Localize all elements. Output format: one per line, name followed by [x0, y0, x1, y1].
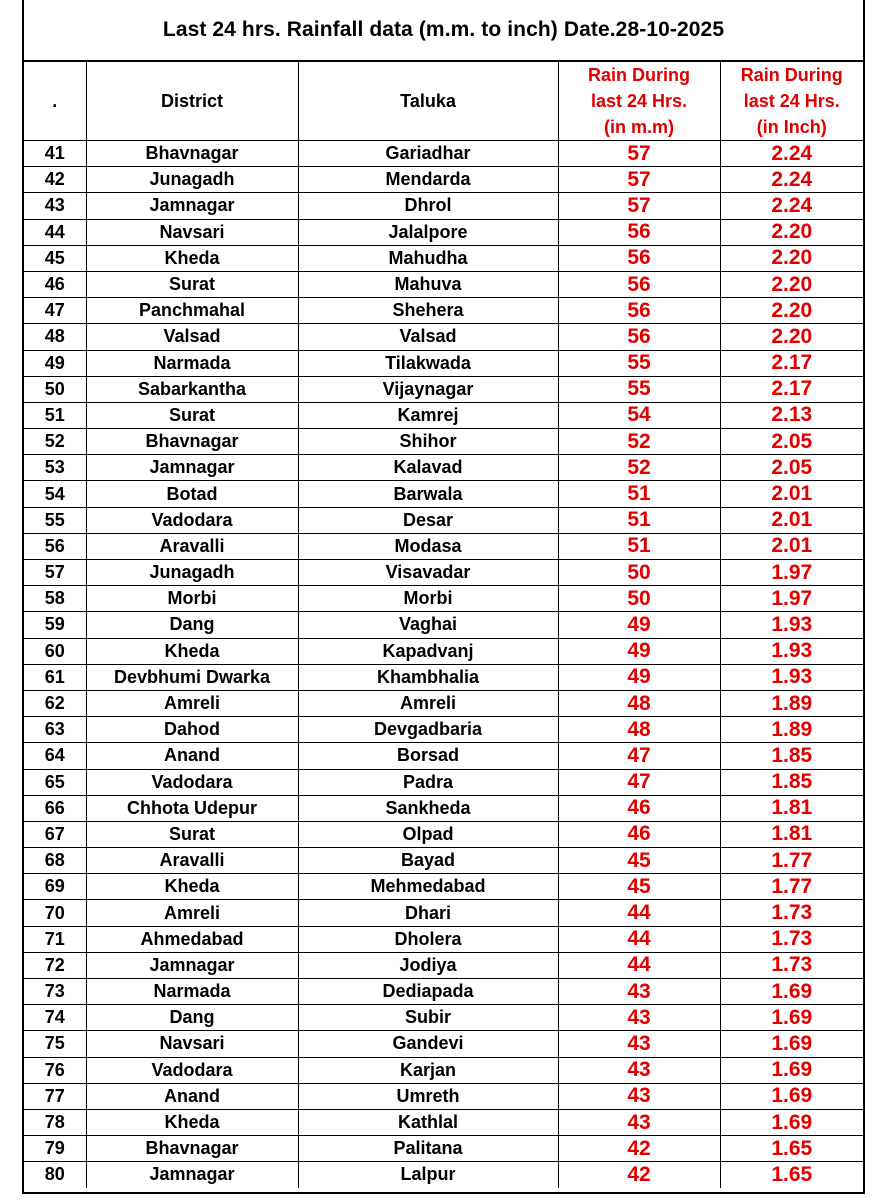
cell-rain-mm: 55: [558, 376, 720, 402]
cell-taluka: Devgadbaria: [298, 717, 558, 743]
cell-district: Sabarkantha: [86, 376, 298, 402]
cell-sr: 72: [24, 952, 86, 978]
cell-rain-mm: 45: [558, 874, 720, 900]
cell-rain-inch: 1.69: [720, 1005, 863, 1031]
cell-rain-inch: 1.77: [720, 848, 863, 874]
table-row: [24, 350, 863, 376]
cell-district: Chhota Udepur: [86, 795, 298, 821]
table-row: [24, 429, 863, 455]
table-row: [24, 376, 863, 402]
cell-sr: 55: [24, 507, 86, 533]
cell-district: Junagadh: [86, 560, 298, 586]
cell-rain-mm: 43: [558, 1083, 720, 1109]
cell-district: Devbhumi Dwarka: [86, 664, 298, 690]
header-sr: .: [24, 62, 86, 141]
cell-sr: 64: [24, 743, 86, 769]
cell-taluka: Vijaynagar: [298, 376, 558, 402]
table-row: [24, 690, 863, 716]
cell-rain-inch: 2.20: [720, 219, 863, 245]
table-row: [24, 769, 863, 795]
cell-rain-mm: 46: [558, 821, 720, 847]
cell-rain-inch: 2.05: [720, 455, 863, 481]
cell-district: Botad: [86, 481, 298, 507]
header-rain-inch-line3: (in Inch): [756, 117, 827, 137]
cell-sr: 54: [24, 481, 86, 507]
table-row: [24, 1083, 863, 1109]
cell-district: Jamnagar: [86, 193, 298, 219]
cell-sr: 48: [24, 324, 86, 350]
cell-rain-inch: 1.85: [720, 743, 863, 769]
cell-taluka: Kapadvanj: [298, 638, 558, 664]
header-taluka: Taluka: [298, 62, 558, 141]
cell-district: Kheda: [86, 638, 298, 664]
cell-rain-mm: 48: [558, 690, 720, 716]
cell-rain-mm: 43: [558, 1031, 720, 1057]
cell-rain-mm: 57: [558, 141, 720, 167]
cell-sr: 52: [24, 429, 86, 455]
table-row: [24, 952, 863, 978]
cell-sr: 44: [24, 219, 86, 245]
cell-rain-inch: 2.01: [720, 481, 863, 507]
cell-sr: 65: [24, 769, 86, 795]
cell-rain-mm: 51: [558, 481, 720, 507]
table-row: [24, 717, 863, 743]
table-row: [24, 1005, 863, 1031]
cell-taluka: Gariadhar: [298, 141, 558, 167]
cell-rain-mm: 49: [558, 612, 720, 638]
table-row: [24, 1162, 863, 1188]
cell-sr: 60: [24, 638, 86, 664]
table-row: [24, 586, 863, 612]
rainfall-sheet: [22, 0, 865, 1194]
cell-sr: 41: [24, 141, 86, 167]
cell-taluka: Shehera: [298, 298, 558, 324]
cell-rain-inch: 2.01: [720, 507, 863, 533]
table-row: [24, 848, 863, 874]
cell-sr: 61: [24, 664, 86, 690]
cell-district: Jamnagar: [86, 455, 298, 481]
cell-taluka: Mahuva: [298, 271, 558, 297]
cell-district: Amreli: [86, 690, 298, 716]
cell-rain-inch: 1.69: [720, 1083, 863, 1109]
cell-sr: 73: [24, 979, 86, 1005]
table-row: [24, 455, 863, 481]
cell-rain-mm: 45: [558, 848, 720, 874]
cell-rain-mm: 44: [558, 900, 720, 926]
cell-rain-inch: 2.20: [720, 324, 863, 350]
cell-taluka: Mehmedabad: [298, 874, 558, 900]
cell-sr: 42: [24, 167, 86, 193]
cell-taluka: Desar: [298, 507, 558, 533]
cell-rain-inch: 1.65: [720, 1136, 863, 1162]
cell-taluka: Bayad: [298, 848, 558, 874]
cell-district: Narmada: [86, 350, 298, 376]
table-row: [24, 324, 863, 350]
table-row: [24, 926, 863, 952]
cell-rain-mm: 49: [558, 638, 720, 664]
table-row: [24, 1057, 863, 1083]
cell-taluka: Mendarda: [298, 167, 558, 193]
cell-rain-inch: 2.05: [720, 429, 863, 455]
table-row: [24, 1109, 863, 1135]
cell-taluka: Borsad: [298, 743, 558, 769]
table-row: [24, 533, 863, 559]
cell-taluka: Valsad: [298, 324, 558, 350]
cell-rain-mm: 49: [558, 664, 720, 690]
cell-taluka: Lalpur: [298, 1162, 558, 1188]
cell-sr: 77: [24, 1083, 86, 1109]
cell-district: Navsari: [86, 219, 298, 245]
cell-district: Bhavnagar: [86, 141, 298, 167]
cell-rain-mm: 56: [558, 298, 720, 324]
table-row: [24, 507, 863, 533]
cell-sr: 76: [24, 1057, 86, 1083]
cell-rain-mm: 43: [558, 1005, 720, 1031]
cell-district: Dang: [86, 1005, 298, 1031]
cell-district: Navsari: [86, 1031, 298, 1057]
cell-sr: 69: [24, 874, 86, 900]
table-row: [24, 481, 863, 507]
cell-district: Jamnagar: [86, 952, 298, 978]
header-rain-mm-line1: Rain During: [588, 65, 690, 85]
cell-district: Morbi: [86, 586, 298, 612]
cell-rain-inch: 2.01: [720, 533, 863, 559]
cell-rain-mm: 55: [558, 350, 720, 376]
cell-rain-inch: 1.93: [720, 664, 863, 690]
cell-rain-mm: 42: [558, 1162, 720, 1188]
cell-sr: 45: [24, 245, 86, 271]
cell-sr: 56: [24, 533, 86, 559]
cell-sr: 62: [24, 690, 86, 716]
cell-sr: 46: [24, 271, 86, 297]
cell-rain-inch: 1.73: [720, 952, 863, 978]
cell-sr: 51: [24, 402, 86, 428]
cell-district: Surat: [86, 821, 298, 847]
cell-rain-inch: 1.69: [720, 1031, 863, 1057]
cell-rain-mm: 42: [558, 1136, 720, 1162]
cell-rain-inch: 1.65: [720, 1162, 863, 1188]
cell-rain-mm: 52: [558, 429, 720, 455]
cell-rain-inch: 2.24: [720, 141, 863, 167]
cell-taluka: Dholera: [298, 926, 558, 952]
cell-rain-inch: 1.93: [720, 638, 863, 664]
cell-rain-mm: 54: [558, 402, 720, 428]
cell-rain-mm: 56: [558, 219, 720, 245]
cell-rain-inch: 1.89: [720, 717, 863, 743]
cell-rain-mm: 43: [558, 979, 720, 1005]
cell-rain-mm: 56: [558, 324, 720, 350]
cell-district: Dang: [86, 612, 298, 638]
cell-taluka: Gandevi: [298, 1031, 558, 1057]
cell-rain-inch: 1.81: [720, 821, 863, 847]
cell-rain-inch: 2.24: [720, 167, 863, 193]
cell-district: Narmada: [86, 979, 298, 1005]
cell-taluka: Palitana: [298, 1136, 558, 1162]
cell-rain-mm: 43: [558, 1057, 720, 1083]
cell-rain-inch: 2.20: [720, 245, 863, 271]
table-row: [24, 979, 863, 1005]
cell-taluka: Dediapada: [298, 979, 558, 1005]
cell-district: Kheda: [86, 1109, 298, 1135]
cell-district: Junagadh: [86, 167, 298, 193]
cell-rain-inch: 1.69: [720, 1057, 863, 1083]
cell-sr: 57: [24, 560, 86, 586]
cell-rain-inch: 1.69: [720, 1109, 863, 1135]
table-row: [24, 821, 863, 847]
cell-sr: 75: [24, 1031, 86, 1057]
cell-rain-mm: 51: [558, 533, 720, 559]
cell-sr: 53: [24, 455, 86, 481]
cell-district: Amreli: [86, 900, 298, 926]
cell-district: Dahod: [86, 717, 298, 743]
cell-district: Valsad: [86, 324, 298, 350]
cell-rain-inch: 2.24: [720, 193, 863, 219]
cell-taluka: Morbi: [298, 586, 558, 612]
cell-district: Jamnagar: [86, 1162, 298, 1188]
table-row: [24, 141, 863, 167]
header-rain-inch-line1: Rain During: [740, 65, 843, 85]
cell-district: Kheda: [86, 245, 298, 271]
cell-taluka: Mahudha: [298, 245, 558, 271]
cell-rain-mm: 50: [558, 560, 720, 586]
cell-sr: 43: [24, 193, 86, 219]
cell-taluka: Tilakwada: [298, 350, 558, 376]
cell-taluka: Amreli: [298, 690, 558, 716]
cell-district: Vadodara: [86, 769, 298, 795]
cell-rain-mm: 44: [558, 952, 720, 978]
table-row: [24, 1031, 863, 1057]
cell-sr: 68: [24, 848, 86, 874]
table-row: [24, 245, 863, 271]
cell-rain-mm: 50: [558, 586, 720, 612]
table-row: [24, 874, 863, 900]
cell-district: Bhavnagar: [86, 429, 298, 455]
table-row: [24, 193, 863, 219]
header-rain-mm-line3: (in m.m): [604, 117, 674, 137]
cell-sr: 59: [24, 612, 86, 638]
cell-district: Vadodara: [86, 1057, 298, 1083]
cell-taluka: Subir: [298, 1005, 558, 1031]
cell-taluka: Dhari: [298, 900, 558, 926]
table-row: [24, 271, 863, 297]
sheet-title: Last 24 hrs. Rainfall data (m.m. to inch) Date.28-10-2025: [24, 0, 863, 62]
cell-rain-inch: 1.69: [720, 979, 863, 1005]
cell-rain-inch: 1.93: [720, 612, 863, 638]
cell-district: Bhavnagar: [86, 1136, 298, 1162]
cell-taluka: Kathlal: [298, 1109, 558, 1135]
cell-taluka: Sankheda: [298, 795, 558, 821]
table-row: [24, 219, 863, 245]
cell-rain-mm: 57: [558, 193, 720, 219]
cell-taluka: Umreth: [298, 1083, 558, 1109]
table-row: [24, 560, 863, 586]
cell-rain-inch: 1.73: [720, 900, 863, 926]
cell-rain-mm: 57: [558, 167, 720, 193]
cell-rain-mm: 56: [558, 271, 720, 297]
cell-rain-inch: 1.97: [720, 560, 863, 586]
cell-district: Ahmedabad: [86, 926, 298, 952]
rainfall-table: [24, 62, 863, 1188]
cell-rain-mm: 43: [558, 1109, 720, 1135]
cell-rain-inch: 1.97: [720, 586, 863, 612]
table-row: [24, 612, 863, 638]
cell-district: Vadodara: [86, 507, 298, 533]
table-row: [24, 638, 863, 664]
cell-rain-inch: 2.13: [720, 402, 863, 428]
cell-district: Anand: [86, 1083, 298, 1109]
cell-sr: 58: [24, 586, 86, 612]
cell-sr: 70: [24, 900, 86, 926]
table-row: [24, 664, 863, 690]
header-district: District: [86, 62, 298, 141]
cell-rain-inch: 1.85: [720, 769, 863, 795]
cell-sr: 67: [24, 821, 86, 847]
cell-sr: 79: [24, 1136, 86, 1162]
header-rain-inch: [720, 62, 863, 141]
cell-sr: 80: [24, 1162, 86, 1188]
cell-taluka: Visavadar: [298, 560, 558, 586]
cell-district: Surat: [86, 402, 298, 428]
cell-sr: 71: [24, 926, 86, 952]
cell-rain-inch: 1.81: [720, 795, 863, 821]
cell-rain-mm: 56: [558, 245, 720, 271]
cell-rain-mm: 52: [558, 455, 720, 481]
cell-rain-inch: 2.17: [720, 376, 863, 402]
cell-taluka: Karjan: [298, 1057, 558, 1083]
cell-taluka: Shihor: [298, 429, 558, 455]
cell-sr: 63: [24, 717, 86, 743]
cell-rain-mm: 46: [558, 795, 720, 821]
cell-taluka: Modasa: [298, 533, 558, 559]
cell-taluka: Kamrej: [298, 402, 558, 428]
cell-district: Kheda: [86, 874, 298, 900]
cell-rain-inch: 2.17: [720, 350, 863, 376]
table-row: [24, 795, 863, 821]
cell-sr: 47: [24, 298, 86, 324]
cell-taluka: Kalavad: [298, 455, 558, 481]
header-rain-mm: [558, 62, 720, 141]
cell-taluka: Padra: [298, 769, 558, 795]
cell-district: Aravalli: [86, 533, 298, 559]
cell-rain-inch: 1.73: [720, 926, 863, 952]
table-row: [24, 298, 863, 324]
cell-rain-mm: 47: [558, 769, 720, 795]
cell-rain-inch: 2.20: [720, 271, 863, 297]
cell-sr: 78: [24, 1109, 86, 1135]
table-body: [24, 141, 863, 1188]
cell-rain-mm: 48: [558, 717, 720, 743]
cell-rain-inch: 1.89: [720, 690, 863, 716]
cell-taluka: Jalalpore: [298, 219, 558, 245]
cell-sr: 49: [24, 350, 86, 376]
header-row: [24, 62, 863, 141]
cell-rain-mm: 44: [558, 926, 720, 952]
table-row: [24, 402, 863, 428]
header-rain-inch-line2: last 24 Hrs.: [743, 91, 840, 111]
table-row: [24, 900, 863, 926]
cell-rain-inch: 2.20: [720, 298, 863, 324]
cell-sr: 74: [24, 1005, 86, 1031]
cell-taluka: Dhrol: [298, 193, 558, 219]
cell-taluka: Jodiya: [298, 952, 558, 978]
cell-district: Panchmahal: [86, 298, 298, 324]
cell-district: Anand: [86, 743, 298, 769]
cell-rain-mm: 47: [558, 743, 720, 769]
table-row: [24, 167, 863, 193]
table-row: [24, 1136, 863, 1162]
cell-taluka: Barwala: [298, 481, 558, 507]
cell-district: Aravalli: [86, 848, 298, 874]
cell-taluka: Olpad: [298, 821, 558, 847]
table-row: [24, 743, 863, 769]
cell-district: Surat: [86, 271, 298, 297]
cell-taluka: Khambhalia: [298, 664, 558, 690]
cell-taluka: Vaghai: [298, 612, 558, 638]
cell-rain-mm: 51: [558, 507, 720, 533]
header-rain-mm-line2: last 24 Hrs.: [590, 91, 688, 111]
cell-sr: 50: [24, 376, 86, 402]
cell-sr: 66: [24, 795, 86, 821]
cell-rain-inch: 1.77: [720, 874, 863, 900]
